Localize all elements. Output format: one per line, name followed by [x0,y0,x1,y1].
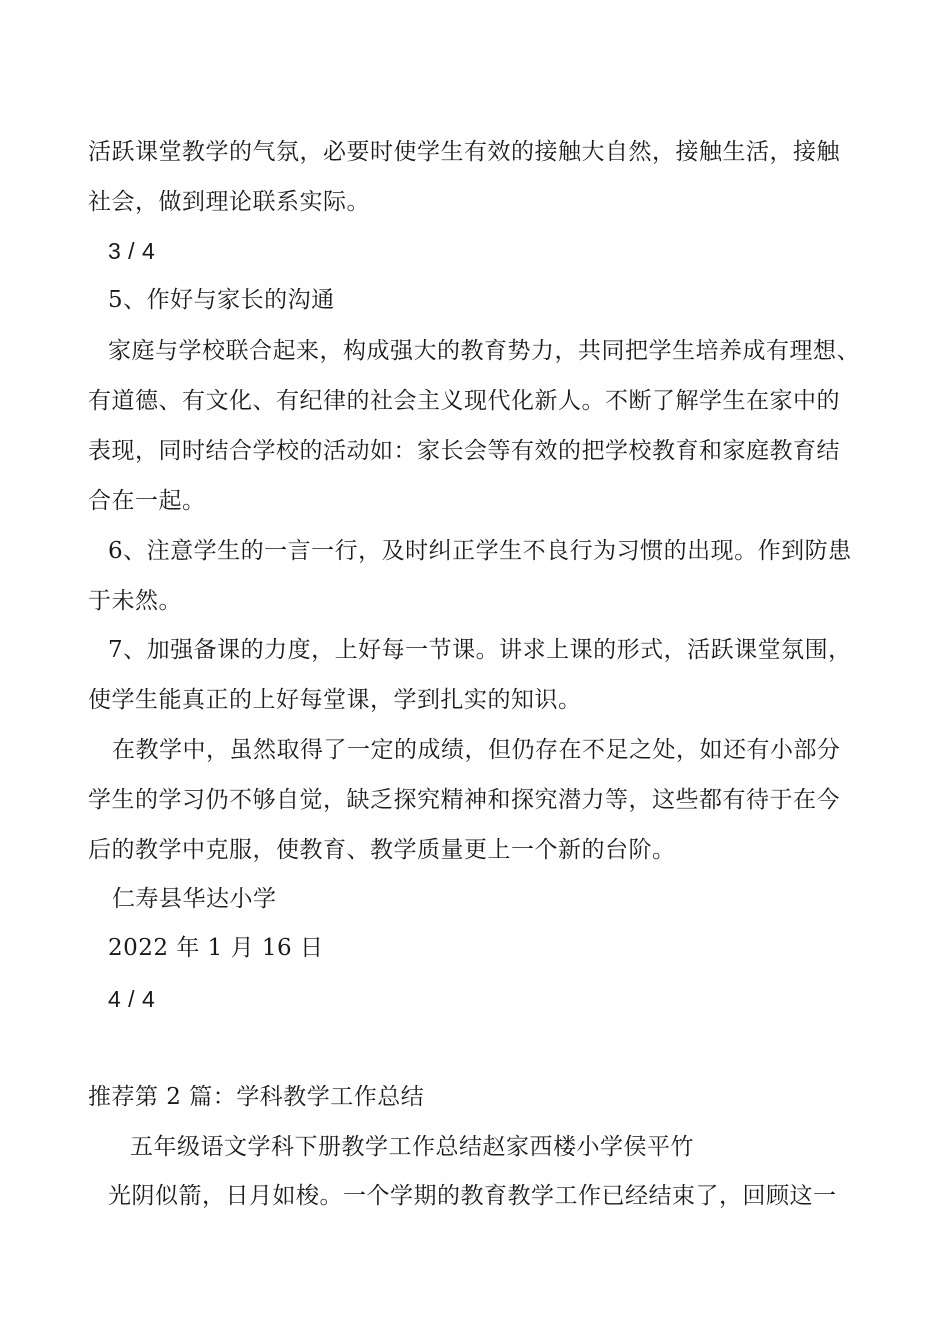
article-subtitle: 五年级语文学科下册教学工作总结赵家西楼小学侯平竹 [130,1134,694,1160]
body-text-line: 表现，同时结合学校的活动如：家长会等有效的把学校教育和家庭教育结 [88,438,840,464]
body-text-line: 使学生能真正的上好每堂课，学到扎实的知识。 [88,687,582,713]
article-heading: 推荐第 2 篇：学科教学工作总结 [88,1084,425,1110]
body-text-line: 合在一起。 [88,488,206,514]
body-text-line: 社会，做到理论联系实际。 [88,189,370,215]
body-text-line: 学生的学习仍不够自觉，缺乏探究精神和探究潜力等，这些都有待于在今 [88,787,840,813]
section-heading: 5、作好与家长的沟通 [108,287,335,313]
date-line: 2022 年 1 月 16 日 [108,935,324,961]
body-text-line: 后的教学中克服，使教育、教学质量更上一个新的台阶。 [88,837,676,863]
body-text-line: 有道德、有文化、有纪律的社会主义现代化新人。不断了解学生在家中的 [88,388,840,414]
body-text-line: 在教学中，虽然取得了一定的成绩，但仍存在不足之处，如还有小部分 [112,737,841,763]
page-number: 4 / 4 [108,986,156,1012]
school-signature: 仁寿县华达小学 [112,886,277,912]
body-text-line: 7、加强备课的力度，上好每一节课。讲求上课的形式，活跃课堂氛围， [108,637,852,663]
page-number: 3 / 4 [108,238,156,264]
body-text-line: 家庭与学校联合起来，构成强大的教育势力，共同把学生培养成有理想、 [108,338,860,364]
body-text-line: 活跃课堂教学的气氛，必要时使学生有效的接触大自然，接触生活，接触 [88,139,840,165]
body-text-line: 6、注意学生的一言一行，及时纠正学生不良行为习惯的出现。作到防患 [108,538,852,564]
body-text-line: 于未然。 [88,588,182,614]
body-text-line: 光阴似箭，日月如梭。一个学期的教育教学工作已经结束了，回顾这一 [108,1183,837,1209]
